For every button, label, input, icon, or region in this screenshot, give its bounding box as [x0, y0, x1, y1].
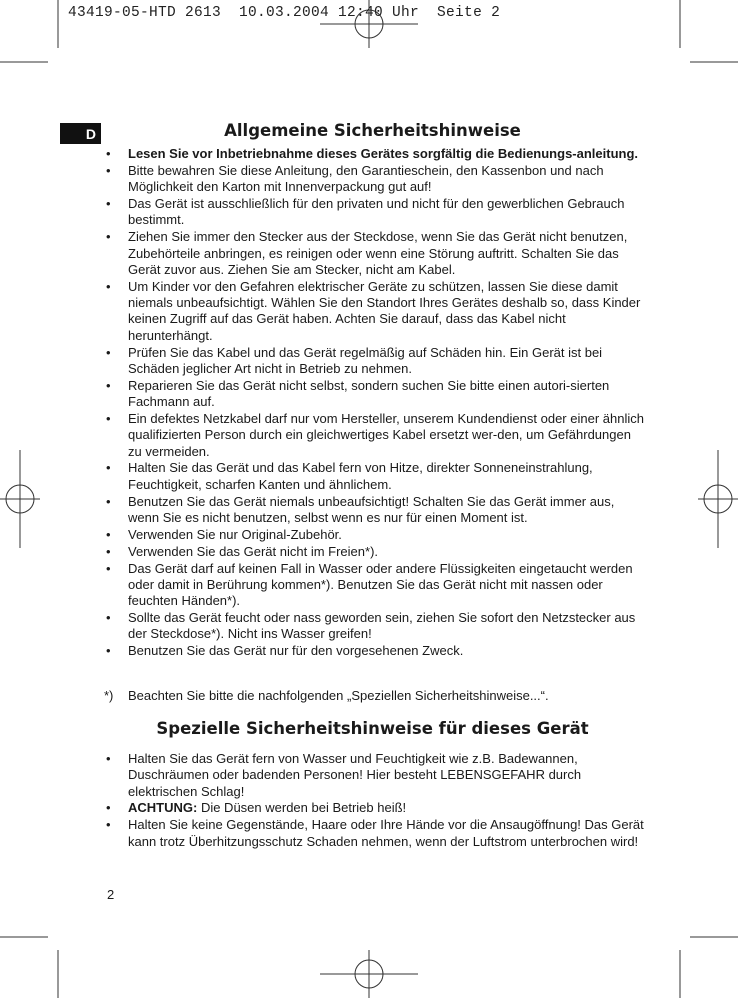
- list-item: [104, 229, 644, 278]
- item-text: Benutzen Sie das Gerät nur für den vorgesehenen Zweck.: [128, 643, 464, 659]
- bullet: •: [106, 344, 111, 360]
- language-tab: D: [60, 123, 101, 144]
- list-item: [104, 527, 644, 543]
- bullet: •: [106, 643, 111, 659]
- item-text: Halten Sie das Gerät fern von Wasser und Feuchtigkeit wie z.B. Badewannen, Duschräumen oder badenden Personen! Hier besteht LEBENSGEFAHR durch elektrischen Schlag!: [128, 751, 582, 799]
- page-number: 2: [107, 887, 115, 902]
- item-text: Verwenden Sie das Gerät nicht im Freien*).: [128, 543, 379, 559]
- item-text: Die Düsen werden bei Betrieb heiß!: [197, 800, 407, 816]
- footnote-text: Beachten Sie bitte die nachfolgenden „Speziellen Sicherheitshinweise...“.: [128, 688, 549, 703]
- list-item: [104, 163, 644, 196]
- bullet: •: [106, 493, 111, 509]
- bullet: •: [106, 560, 111, 576]
- list-item: [104, 345, 644, 378]
- bullet: •: [106, 817, 111, 833]
- bullet: •: [106, 610, 111, 626]
- list-item: [104, 494, 644, 527]
- bullet: •: [106, 162, 111, 178]
- item-text: Um Kinder vor den Gefahren elektrischer Geräte zu schützen, lassen Sie diese damit niemals unbeaufsichtigt. Wählen Sie den Standort Ihres Gerätes deshalb so, dass Kinder keinen Zugriff auf das Gerät haben. Achten Sie darauf, dass das Kabel nicht herunterhängt.: [128, 278, 641, 343]
- footnote: [104, 688, 644, 704]
- list-item: [104, 544, 644, 560]
- bullet: •: [106, 278, 111, 294]
- general-safety-list: [104, 146, 644, 660]
- bullet: •: [106, 146, 111, 161]
- device-safety-list: [104, 751, 644, 851]
- item-text: Reparieren Sie das Gerät nicht selbst, sondern suchen Sie bitte einen autori-sierten Fachmann auf.: [128, 377, 610, 410]
- item-text: Das Gerät darf auf keinen Fall in Wasser oder andere Flüssigkeiten eingetaucht werden oder damit in Berührung kommen*). Benutzen Sie das Gerät nicht mit nassen oder feuchten Händen*).: [128, 560, 633, 609]
- section-title-device-safety: Spezielle Sicherheitshinweise für dieses Gerät: [156, 719, 589, 738]
- list-item: [104, 817, 644, 850]
- item-text: Lesen Sie vor Inbetriebnahme dieses Gerätes sorgfältig die Bedienungs-anleitung.: [128, 146, 639, 161]
- list-item: [104, 460, 644, 493]
- bullet: •: [106, 377, 111, 393]
- list-item: [104, 378, 644, 411]
- bullet: •: [106, 543, 111, 559]
- bullet: •: [106, 229, 111, 245]
- list-item: [104, 751, 644, 800]
- item-text: Halten Sie keine Gegenstände, Haare oder Ihre Hände vor die Ansaugöffnung! Das Gerät kann trotz Überhitzungsschutz Schaden nehmen, wenn der Luftstrom unterbrochen wird!: [128, 817, 644, 849]
- bullet: •: [106, 410, 111, 426]
- bullet: •: [106, 196, 111, 212]
- list-item: [104, 643, 644, 659]
- list-item: [104, 196, 644, 229]
- bullet: •: [106, 526, 111, 542]
- section-title-general-safety: Allgemeine Sicherheitshinweise: [224, 121, 521, 140]
- bullet: •: [106, 751, 111, 766]
- item-text: Verwenden Sie nur Original-Zubehör.: [128, 526, 342, 542]
- footnote-symbol: *): [104, 688, 114, 703]
- item-text: Halten Sie das Gerät und das Kabel fern von Hitze, direkter Sonneneinstrahlung, Feuchtigkeit, scharfen Kanten und ähnlichem.: [128, 460, 593, 492]
- item-text: Prüfen Sie das Kabel und das Gerät regelmäßig auf Schäden hin. Ein Gerät ist bei Schäden jeglicher Art nicht in Betrieb zu nehmen.: [128, 344, 603, 376]
- list-item: [104, 411, 644, 460]
- item-text: Bitte bewahren Sie diese Anleitung, den Garantieschein, den Kassenbon und nach Möglichkeit den Karton mit Innenverpackung gut auf!: [128, 162, 604, 195]
- list-item: [104, 610, 644, 643]
- list-item: [104, 146, 644, 162]
- list-item: [104, 279, 644, 344]
- list-item: [104, 561, 644, 610]
- item-text: Ein defektes Netzkabel darf nur vom Hersteller, unserem Kundendienst oder einer ähnlich qualifizierten Person durch ein gleichwertiges Kabel ersetzt wer-den, um Gefährdungen zu vermeiden.: [128, 410, 644, 459]
- bullet: •: [106, 800, 111, 816]
- bullet: •: [106, 460, 111, 476]
- list-item: [104, 800, 644, 816]
- item-text: Das Gerät ist ausschließlich für den privaten und nicht für den gewerblichen Gebrauch bestimmt.: [128, 196, 625, 228]
- item-lead: ACHTUNG:: [128, 800, 198, 816]
- print-slug: 43419-05-HTD 2613 10.03.2004 12:40 Uhr Seite 2: [68, 5, 501, 21]
- item-text: Benutzen Sie das Gerät niemals unbeaufsichtigt! Schalten Sie das Gerät immer aus, wenn Sie es nicht benutzen, selbst wenn es nur für einen Moment ist.: [128, 493, 615, 525]
- item-text: Ziehen Sie immer den Stecker aus der Steckdose, wenn Sie das Gerät nicht benutzen, Zubehörteile anbringen, es reinigen oder wenn eine Störung auftritt. Schalten Sie das Gerät zuvor aus. Ziehen Sie am Stecker, nicht am Kabel.: [128, 229, 628, 277]
- item-text: Sollte das Gerät feucht oder nass geworden sein, ziehen Sie sofort den Netzstecker aus der Steckdose*). Nicht ins Wasser greifen!: [128, 610, 636, 642]
